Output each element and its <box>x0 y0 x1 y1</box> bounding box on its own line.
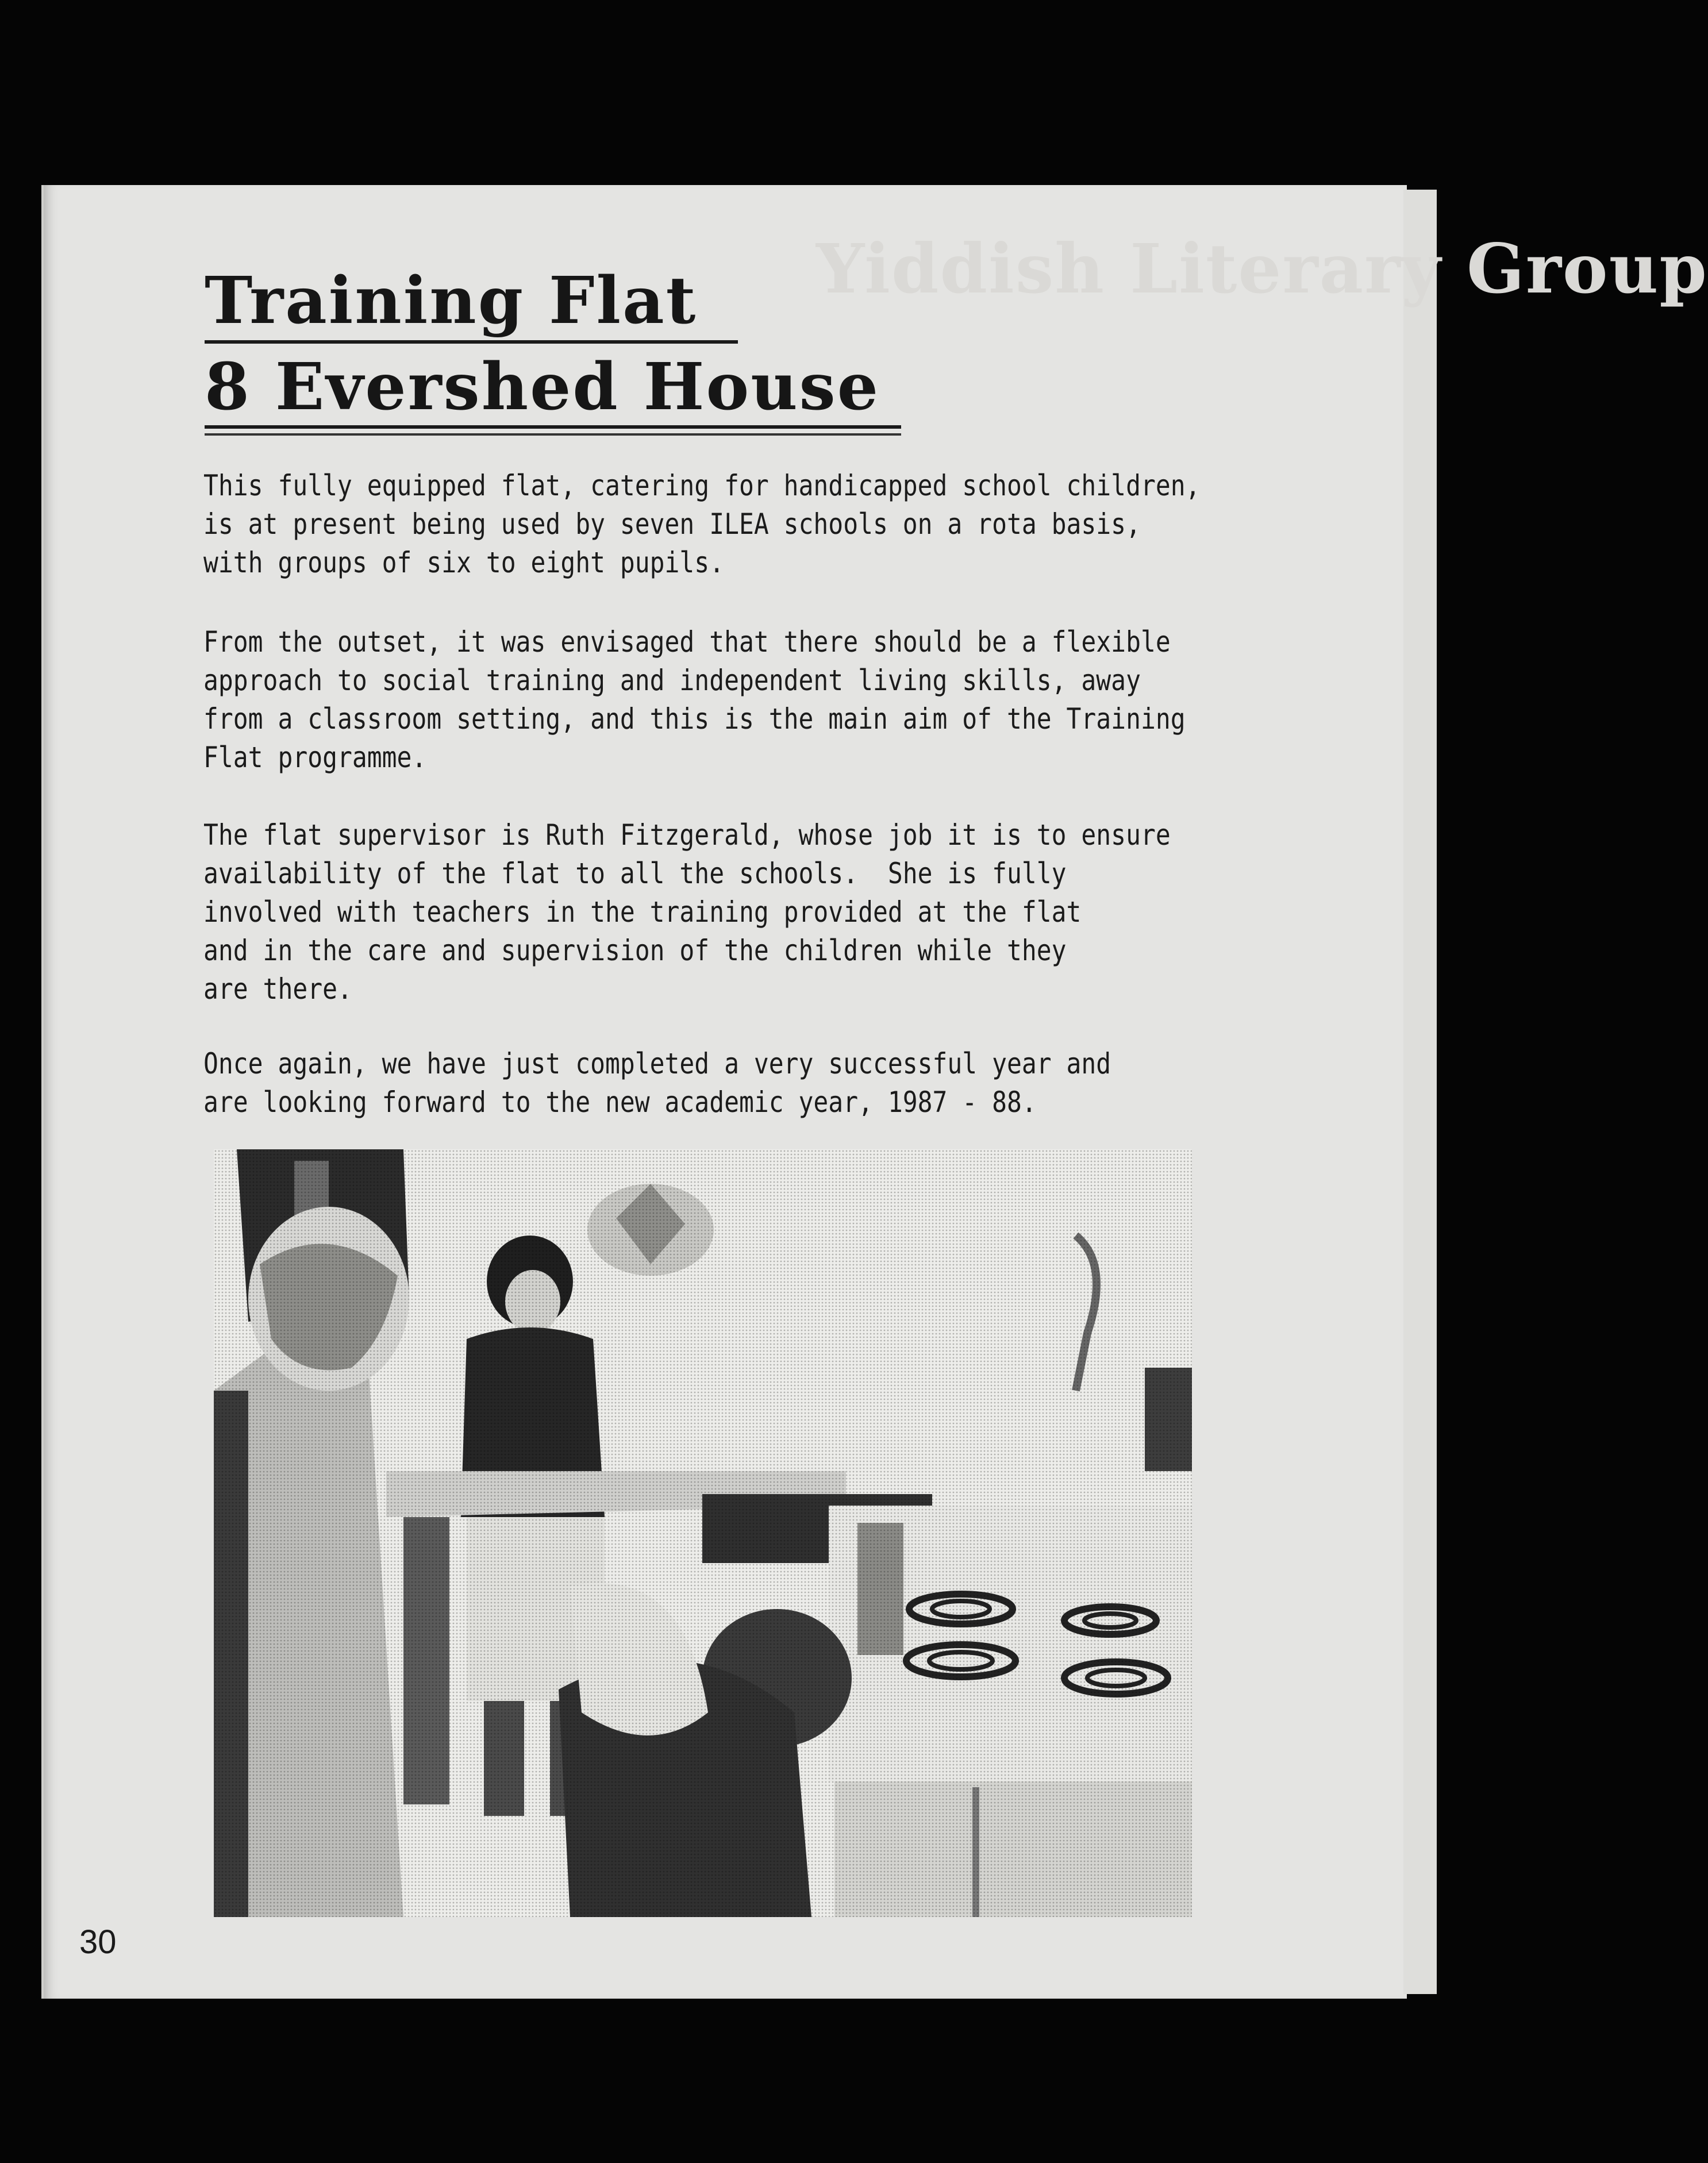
title-underline-1 <box>205 340 738 344</box>
paragraph-year: Once again, we have just completed a very successful year and are looking forward to the new academic year, 1987 - 88. <box>203 1047 1111 1119</box>
page-title-line-1: Training Flat <box>205 263 698 338</box>
facing-page-edge <box>1403 190 1437 1994</box>
page-title-line-2: 8 Evershed House <box>205 349 880 425</box>
bleed-through-title: Yiddish Literary Group <box>816 229 1708 309</box>
page-number: 30 <box>79 1923 117 1961</box>
title-underline-2 <box>205 425 901 429</box>
paragraph-aim: From the outset, it was envisaged that there should be a approach to social training and independent living skills, from a classroom setting, and this is the main aim of the Flat programme. <box>203 625 1067 774</box>
kitchen-photo-image <box>214 1149 1192 1917</box>
title-underline-2-double <box>205 433 901 436</box>
paragraph-supervisor: The flat supervisor is Ruth Fitzgerald, whose job it is to availability of the flat to all the schools. She is fully involved with teachers in the training provided at the flat and in the care and supervision of the children while they are there. <box>203 818 1082 1006</box>
kitchen-photo <box>214 1149 1192 1917</box>
paragraph-intro: This fully equipped flat, catering for handicapped school is at present being used by seven ILEA schools on a rota with groups of six to eight pupils. <box>203 469 1052 579</box>
